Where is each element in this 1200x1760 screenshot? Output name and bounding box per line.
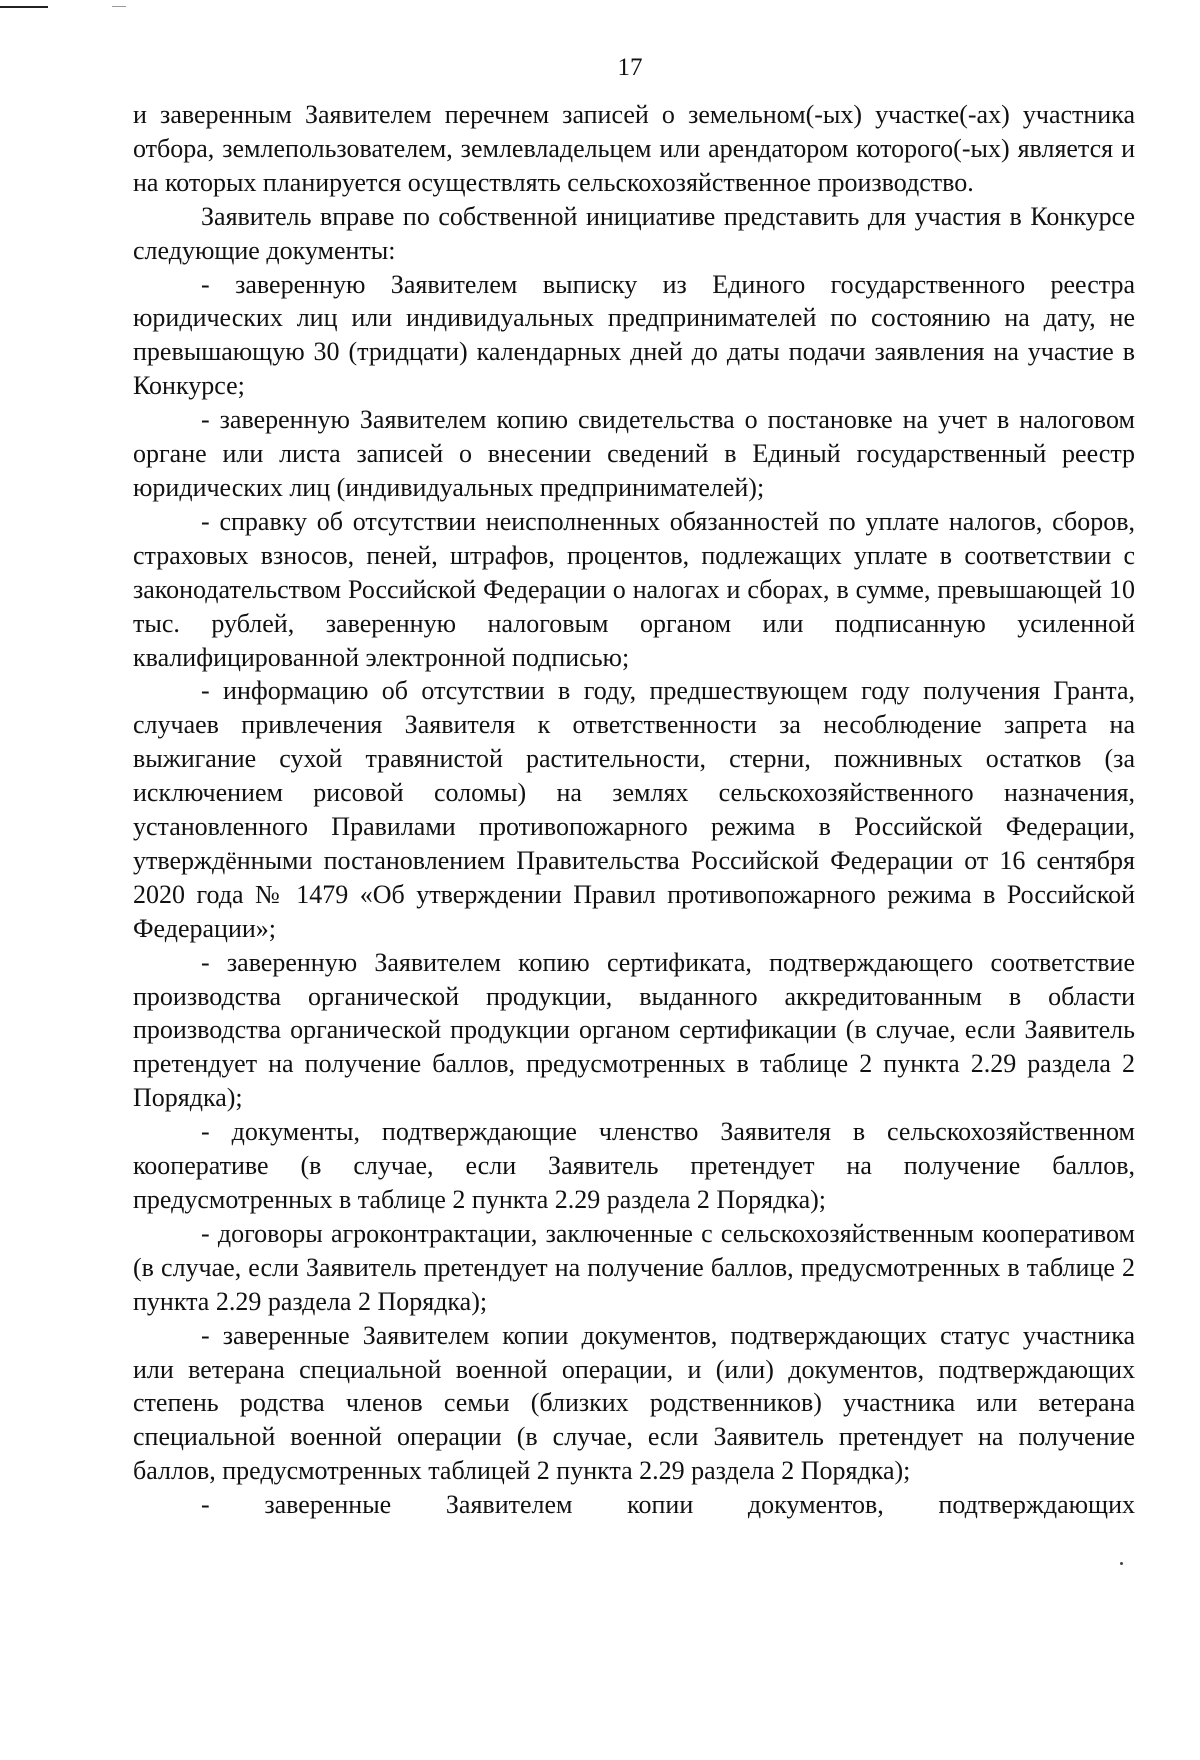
scan-edge-mark [112, 6, 126, 7]
list-item-trailing: - заверенные Заявителем копии документов, подтверждающих [201, 1490, 1135, 1520]
list-item-agrocontracts: - договоры агроконтрактации, заключенные с сельскохозяйственным кооперативом (в случае, если Заявитель претендует на получение баллов, предусмотренных в таблице 2 пункта 2.29 раздела 2 Порядка); [133, 1218, 1135, 1316]
page-number: 17 [617, 54, 643, 81]
document-body [133, 98, 1135, 1522]
list-item-tax-registration: - заверенную Заявителем копию свидетельства о постановке на учет в налоговом органе или листа записей о внесении сведений в Единый государственный реестр юридических лиц (индивидуальных предпринимателей); [133, 405, 1135, 502]
list-item-fire-safety-info: - информацию об отсутствии в году, предшествующем году получения Гранта, случаев привлечения Заявителя к ответственности за несоблюдение запрета на выжигание сухой травянистой растительности, стерни, пожнивных остатков (за исключением рисовой соломы) на землях сельскохозяйственного назначения, установленного Правилами противопожарного режима в Российской Федерации, утверждёнными постановлением Правительства Российской Федерации от 16 сентября 2020 года № 1479 «Об утверждении Правил противопожарного режима в Российской Федерации»; [133, 676, 1135, 943]
scan-speck [1120, 1562, 1123, 1565]
scan-edge-mark [0, 6, 48, 8]
list-item-organic-certificate: - заверенную Заявителем копию сертификата, подтверждающего соответствие производства органической продукции, выданного аккредитованным в области производства органической продукции органом сертификации (в случае, если Заявитель претендует на получение баллов, предусмотренных в таблице 2 пункта 2.29 раздела 2 Порядка); [133, 947, 1135, 1113]
paragraph-intro: Заявитель вправе по собственной инициативе представить для участия в Конкурсе следующие документы: [133, 201, 1135, 265]
list-item-cooperative-membership: - документы, подтверждающие членство Заявителя в сельскохозяйственном кооперативе (в случае, если Заявитель претендует на получение баллов, предусмотренных в таблице 2 пункта 2.29 раздела 2 Порядка); [133, 1117, 1135, 1214]
list-item-egrul-extract: - заверенную Заявителем выписку из Единого государственного реестра юридических лиц или индивидуальных предпринимателей по состоянию на дату, не превышающую 30 (тридцати) календарных дней до даты подачи заявления на участие в Конкурсе; [133, 269, 1135, 401]
paragraph-continuation: и заверенным Заявителем перечнем записей о земельном(-ых) участке(-ах) участника отбора, землепользователем, землевладельцем или арендатором которого(-ых) является и на которых планируется осуществлять сельскохозяйственное производство. [133, 100, 1135, 197]
list-item-tax-certificate: - справку об отсутствии неисполненных обязанностей по уплате налогов, сборов, страховых взносов, пеней, штрафов, процентов, подлежащих уплате в соответствии с законодательством Российской Федерации о налогах и сборах, в сумме, превышающей 10 тыс. рублей, заверенную налоговым органом или подписанную усиленной квалифицированной электронной подписью; [133, 506, 1135, 672]
list-item-svo-status: - заверенные Заявителем копии документов, подтверждающих статус участника или ветерана специальной военной операции, и (или) документов, подтверждающих степень родства членов семьи (близких родственников) участника или ветерана специальной военной операции (в случае, если Заявитель претендует на получение баллов, предусмотренных таблицей 2 пункта 2.29 раздела 2 Порядка); [133, 1320, 1135, 1486]
